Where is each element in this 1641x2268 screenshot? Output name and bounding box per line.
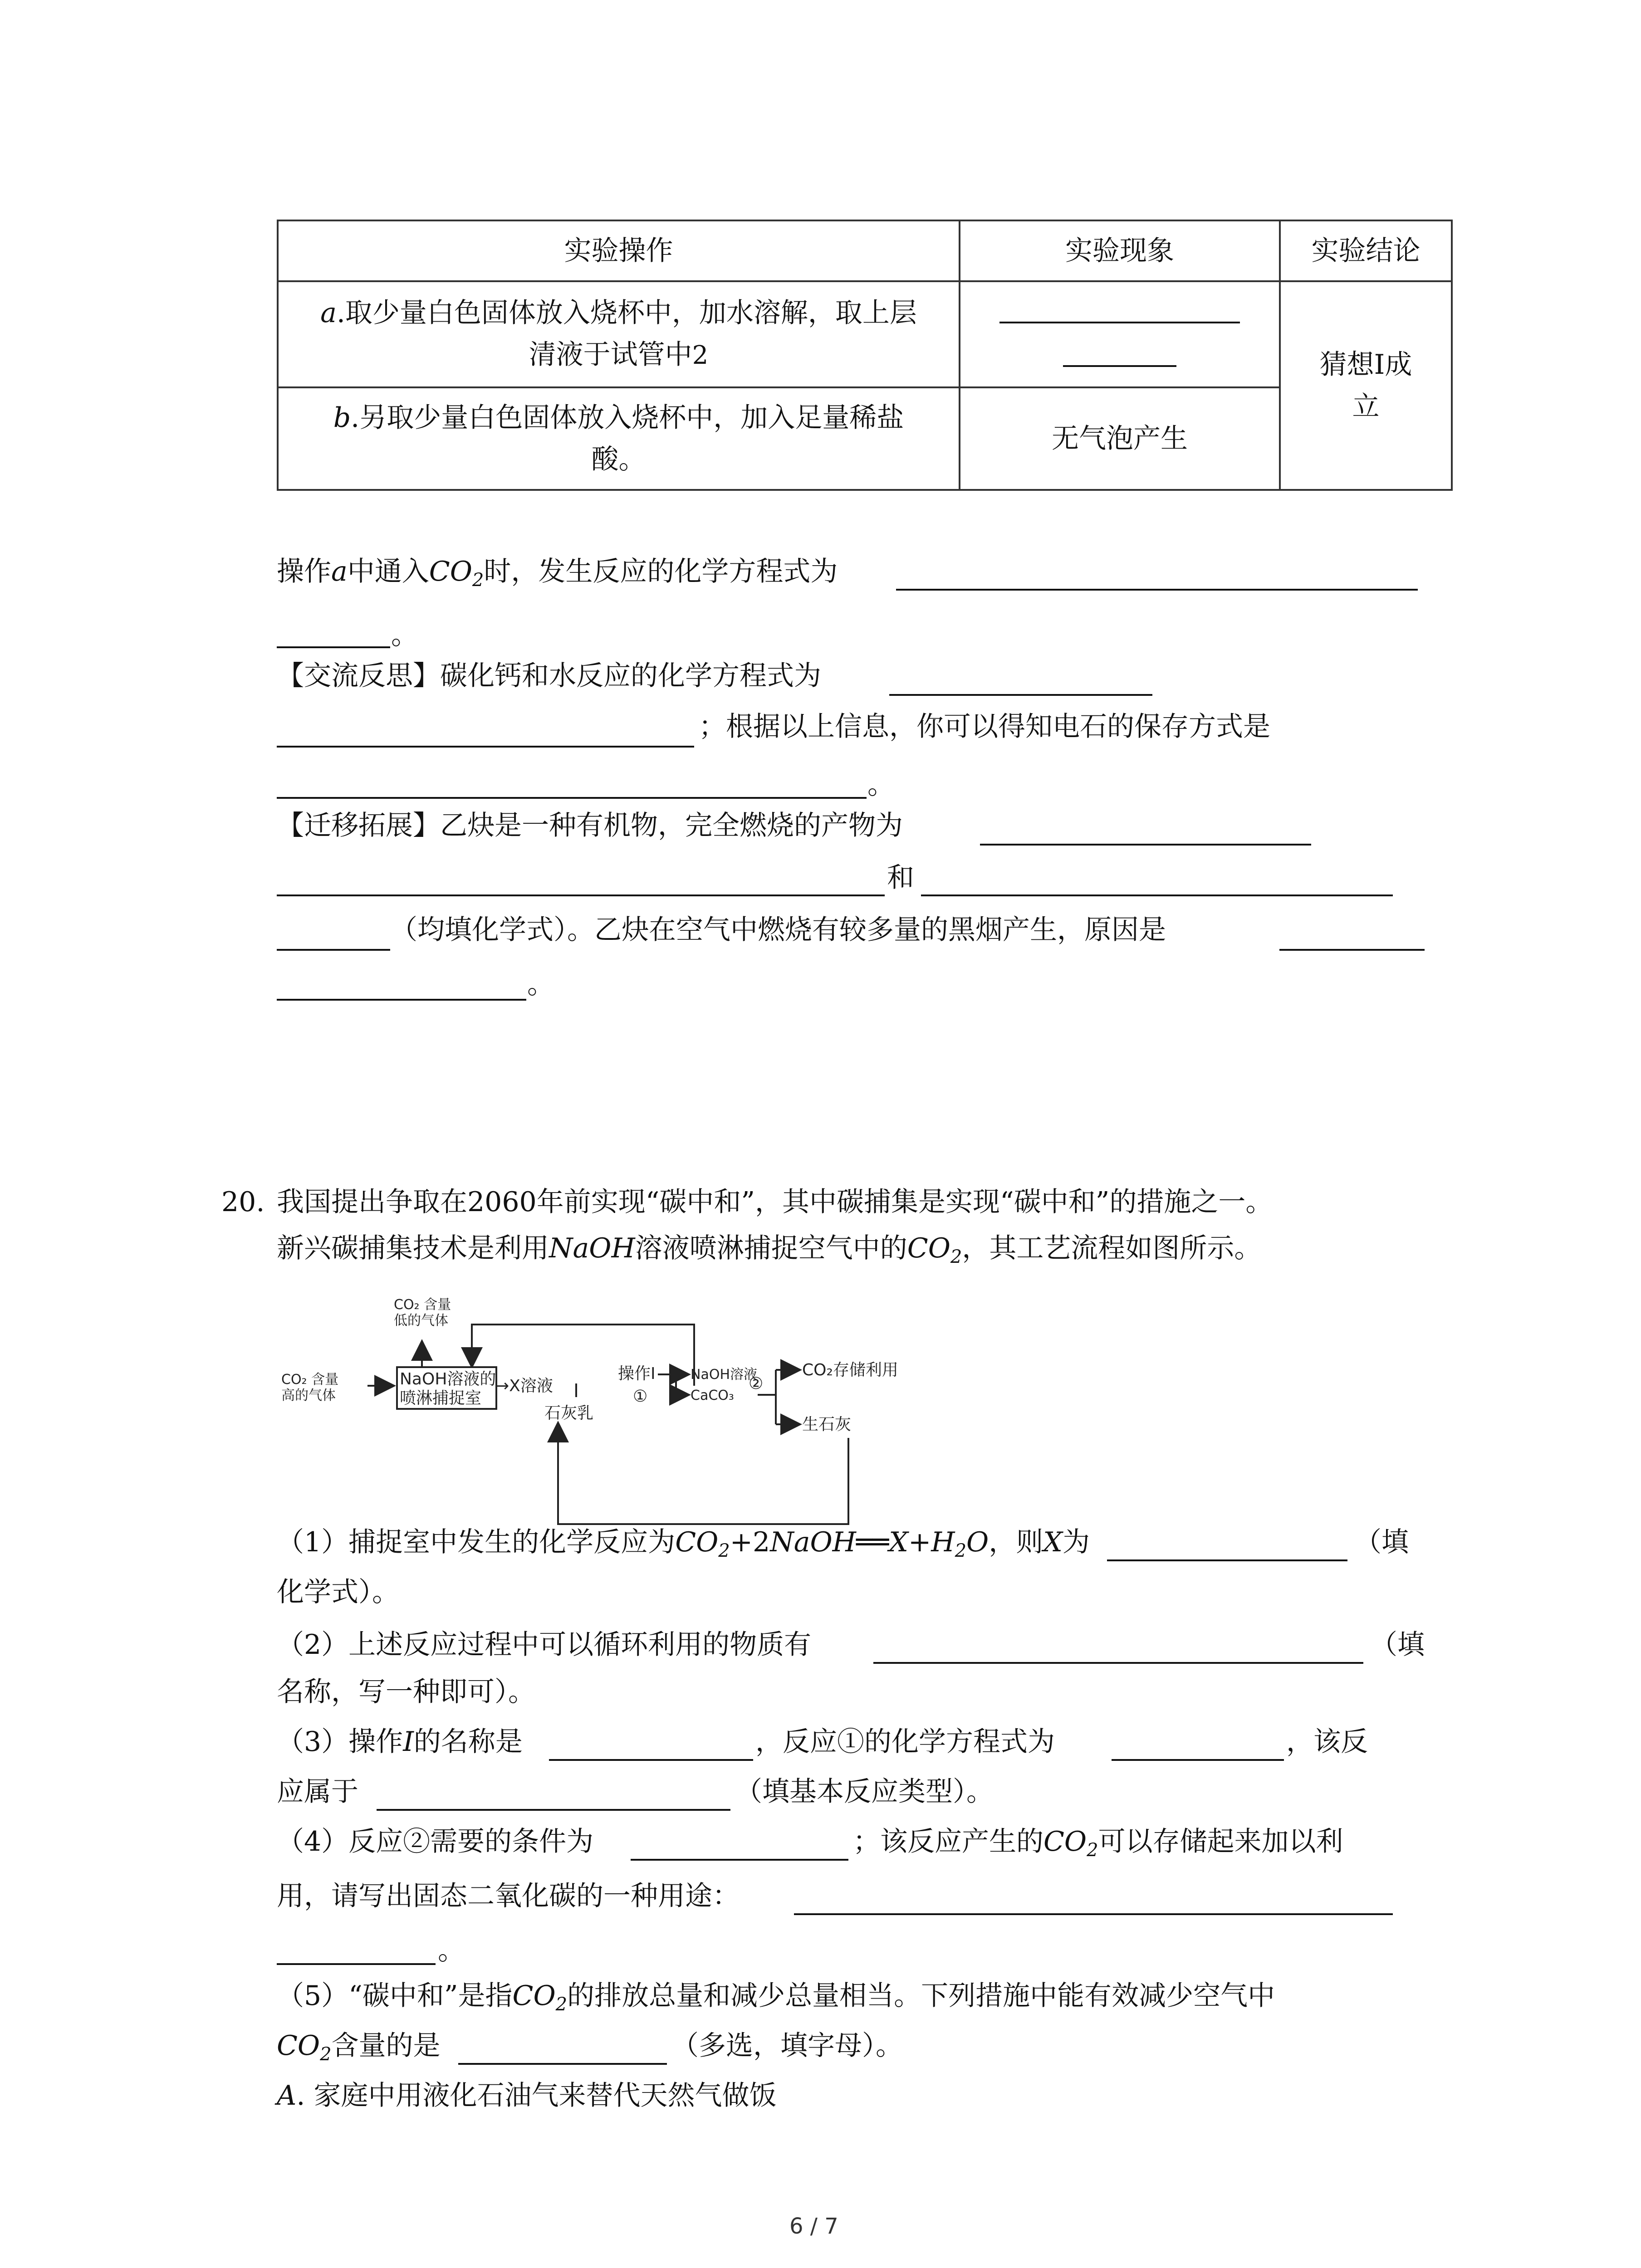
answer-blank[interactable] — [277, 722, 694, 748]
sub-question-2: （2）上述反应过程中可以循环利用的物质有 — [277, 1629, 812, 1661]
spray-capture-chamber: NaOH溶液的 喷淋捕捉室 — [396, 1366, 497, 1410]
sub-question-4: （4）反应②需要的条件为 — [277, 1826, 594, 1857]
co2-storage-label: CO₂存储利用 — [802, 1361, 898, 1379]
answer-blank[interactable] — [889, 670, 1152, 696]
step-2-label: ② — [749, 1374, 764, 1393]
x-solution-label: →X溶液 — [495, 1377, 553, 1395]
and-word: 和 — [887, 862, 914, 894]
sub-question-3-equation: ，反应①的化学方程式为 — [755, 1726, 1055, 1758]
sub-question-3-line2: 应属于 — [277, 1776, 358, 1808]
sub-question-1: （1）捕捉室中发生的化学反应为$CO_2+2NaOH══X+H_2O$，则X为 — [277, 1526, 1090, 1561]
answer-blank[interactable] — [458, 2039, 667, 2065]
header-conclusion: 实验结论 — [1280, 220, 1452, 281]
table-row-a — [278, 281, 1452, 387]
row-b-operation: b.另取少量白色固体放入烧杯中，加入足量稀盐 酸。 — [278, 387, 960, 490]
row-b-phenomenon: 无气泡产生 — [960, 387, 1280, 490]
answer-blank[interactable] — [999, 302, 1240, 323]
op-a-question: 操作a中通入$CO_2$时，发生反应的化学方程式为 — [277, 556, 838, 591]
operation-i-label: 操作I — [618, 1364, 656, 1383]
header-operation: 实验操作 — [278, 220, 960, 281]
answer-blank[interactable] — [277, 975, 526, 1001]
q20-intro-line2: 新兴碳捕集技术是利用NaOH溶液喷淋捕捉空气中的$CO_2$，其工艺流程如图所示。 — [277, 1232, 1262, 1267]
naoh-solution-label: NaOH溶液 — [691, 1367, 757, 1383]
lime-milk-label: 石灰乳 — [544, 1404, 594, 1422]
answer-blank[interactable] — [1063, 323, 1176, 367]
question-number: 20. — [221, 1186, 265, 1218]
caco3-label: CaCO₃ — [691, 1388, 734, 1403]
answer-blank[interactable] — [794, 1890, 1393, 1915]
quicklime-label: 生石灰 — [802, 1415, 852, 1434]
sub-question-5-line2: $CO_2$含量的是 — [277, 2030, 441, 2065]
sub-question-2-line2: 名称，写一种即可）。 — [277, 1676, 535, 1708]
experiment-table — [277, 220, 1453, 491]
header-phenomenon: 实验现象 — [960, 220, 1280, 281]
table-row-b — [278, 387, 1452, 490]
sub-question-3-tail: ，该反 — [1286, 1726, 1368, 1758]
answer-blank[interactable] — [873, 1638, 1363, 1664]
row-a-phenomenon-blank[interactable] — [960, 281, 1280, 387]
process-flowchart — [277, 1288, 948, 1542]
sub-question-3: （3）操作I的名称是 — [277, 1726, 523, 1758]
sub-question-5: （5）“碳中和”是指$CO_2$的排放总量和减少总量相当。下列措施中能有效减少空气中 — [277, 1980, 1275, 2015]
step-1-label: ① — [633, 1387, 648, 1406]
sub-question-4-co2: ；该反应产生的$CO_2$可以存储起来加以利 — [853, 1826, 1343, 1861]
answer-blank[interactable] — [549, 1735, 753, 1761]
answer-blank[interactable] — [277, 925, 390, 951]
answer-blank[interactable] — [377, 1785, 730, 1811]
answer-blank[interactable] — [1279, 925, 1425, 951]
sub-question-3-hint: （填基本反应类型）。 — [735, 1776, 994, 1808]
conclusion-cell: 猜想Ⅰ成 立 — [1280, 281, 1452, 490]
sub-question-4-line2: 用，请写出固态二氧化碳的一种用途： — [277, 1880, 740, 1912]
answer-blank[interactable] — [277, 871, 885, 896]
period: 。 — [438, 1935, 465, 1966]
option-a[interactable]: A. 家庭中用液化石油气来替代天然气做饭 — [277, 2080, 777, 2112]
sub-question-5-hint: （多选，填字母）。 — [671, 2030, 903, 2062]
sub-question-1-line2: 化学式）。 — [277, 1576, 399, 1608]
answer-blank[interactable] — [921, 871, 1393, 896]
q20-intro: 我国提出争取在2060年前实现“碳中和”，其中碳捕集是实现“碳中和”的措施之一。 — [277, 1186, 1273, 1218]
period: 。 — [527, 968, 554, 1000]
co2-high-gas-label: CO₂ 含量 高的气体 — [281, 1372, 339, 1403]
fill-hint: （填 — [1370, 1629, 1425, 1661]
co2-low-gas-label: CO₂ 含量 低的气体 — [394, 1297, 451, 1329]
answer-blank[interactable] — [980, 820, 1311, 846]
answer-blank[interactable] — [277, 623, 390, 648]
answer-blank[interactable] — [1112, 1735, 1284, 1761]
table-header-row — [278, 220, 1452, 281]
page-number: 6 / 7 — [789, 2214, 838, 2239]
period: 。 — [867, 769, 895, 801]
fill-hint: （填 — [1354, 1526, 1409, 1558]
reflect-question: 【交流反思】碳化钙和水反应的化学方程式为 — [277, 660, 821, 692]
answer-blank[interactable] — [631, 1835, 848, 1861]
answer-blank[interactable] — [277, 1940, 436, 1965]
extend-question: 【迁移拓展】乙炔是一种有机物，完全燃烧的产物为 — [277, 810, 903, 841]
row-a-operation: a.取少量白色固体放入烧杯中，加水溶解，取上层 清液于试管中2 — [278, 281, 960, 387]
answer-blank[interactable] — [277, 773, 867, 799]
answer-blank[interactable] — [896, 565, 1418, 591]
extend-smoke-question: （均填化学式）。乙炔在空气中燃烧有较多量的黑烟产生，原因是 — [390, 914, 1166, 946]
answer-blank[interactable] — [1107, 1536, 1347, 1561]
period: 。 — [391, 619, 418, 651]
reflect-storage-question: ；根据以上信息，你可以得知电石的保存方式是 — [699, 711, 1270, 743]
